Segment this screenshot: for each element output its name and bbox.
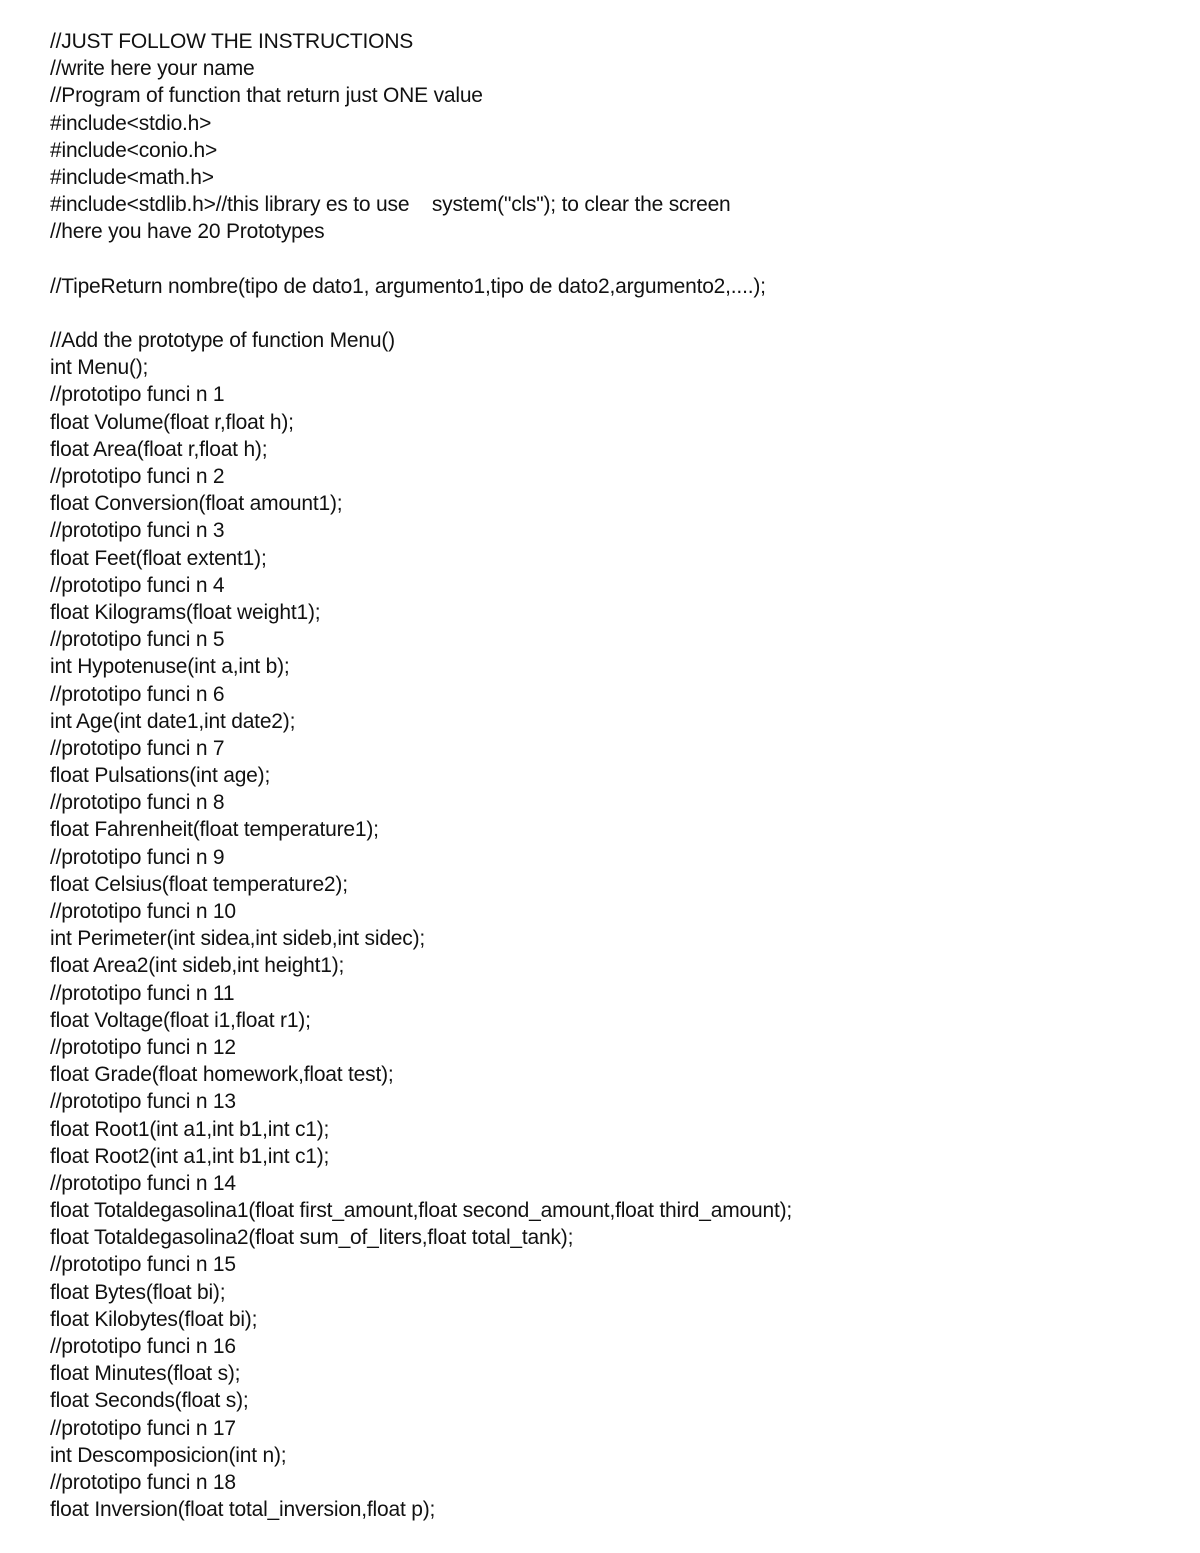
code-line: float Root2(int a1,int b1,int c1); xyxy=(50,1144,330,1168)
code-line: int Menu(); xyxy=(50,356,149,380)
code-line: float Fahrenheit(float temperature1); xyxy=(50,818,379,842)
code-line: //prototipo funci n 7 xyxy=(50,736,225,760)
code-line: int Hypotenuse(int a,int b); xyxy=(50,655,290,679)
code-line: #include<conio.h> xyxy=(50,138,218,162)
code-line: float Totaldegasolina1(float first_amount,float second_amount,float third_amount); xyxy=(50,1199,793,1223)
code-line: //prototipo funci n 14 xyxy=(50,1171,236,1195)
code-line: #include<stdlib.h>//this library es to use system("cls"); to clear the screen xyxy=(50,193,731,217)
code-line: //prototipo funci n 10 xyxy=(50,900,236,923)
code-line: float Seconds(float s); xyxy=(50,1389,249,1413)
code-line: //JUST FOLLOW THE INSTRUCTIONS xyxy=(50,30,414,53)
code-line: //prototipo funci n 11 xyxy=(50,981,235,1005)
code-line: //prototipo funci n 9 xyxy=(50,845,225,869)
blank-line xyxy=(50,246,1170,273)
code-line: //prototipo funci n 17 xyxy=(50,1416,236,1440)
code-line: //prototipo funci n 1 xyxy=(50,383,225,407)
code-line: #include<stdio.h> xyxy=(50,111,212,135)
code-line: //prototipo funci n 5 xyxy=(50,628,225,652)
code-line: int Perimeter(int sidea,int sideb,int sidec); xyxy=(50,927,425,951)
code-line: float Bytes(float bi); xyxy=(50,1280,226,1304)
code-line: //prototipo funci n 2 xyxy=(50,465,225,488)
code-line: int Descomposicion(int n); xyxy=(50,1443,287,1467)
code-line: float Kilograms(float weight1); xyxy=(50,600,321,624)
code-line: float Root1(int a1,int b1,int c1); xyxy=(50,1117,330,1141)
code-line: //Program of function that return just ONE value xyxy=(50,84,483,108)
code-line: float Grade(float homework,float test); xyxy=(50,1063,394,1087)
code-line: #include<math.h> xyxy=(50,165,214,189)
code-line: float Pulsations(int age); xyxy=(50,764,271,788)
code-line: float Minutes(float s); xyxy=(50,1362,241,1386)
code-line: float Inversion(float total_inversion,float p); xyxy=(50,1498,436,1522)
code-line: float Celsius(float temperature2); xyxy=(50,872,348,896)
code-line: //prototipo funci n 18 xyxy=(50,1470,236,1494)
code-line: //write here your name xyxy=(50,57,255,81)
code-line: //prototipo funci n 4 xyxy=(50,573,225,597)
code-line: //prototipo funci n 15 xyxy=(50,1253,236,1277)
code-line: float Feet(float extent1); xyxy=(50,546,267,570)
code-line: //prototipo funci n 8 xyxy=(50,791,225,815)
code-line: //prototipo funci n 16 xyxy=(50,1335,236,1358)
code-line: float Area(float r,float h); xyxy=(50,437,268,461)
code-line: float Voltage(float i1,float r1); xyxy=(50,1008,311,1032)
code-line: //prototipo funci n 12 xyxy=(50,1035,236,1059)
code-line: int Age(int date1,int date2); xyxy=(50,709,296,733)
code-line: //prototipo funci n 3 xyxy=(50,519,225,543)
blank-line xyxy=(50,300,1170,327)
code-line: //Add the prototype of function Menu() xyxy=(50,329,395,353)
code-line: float Kilobytes(float bi); xyxy=(50,1307,258,1331)
code-line: //TipeReturn nombre(tipo de dato1, argumento1,tipo de dato2,argumento2,....); xyxy=(50,274,766,298)
code-line: //prototipo funci n 13 xyxy=(50,1090,236,1114)
code-line: //here you have 20 Prototypes xyxy=(50,220,325,244)
document-page xyxy=(50,28,1170,1523)
code-line: float Area2(int sideb,int height1); xyxy=(50,954,345,978)
code-line: float Conversion(float amount1); xyxy=(50,492,343,516)
code-line: float Volume(float r,float h); xyxy=(50,410,294,434)
code-line: float Totaldegasolina2(float sum_of_liters,float total_tank); xyxy=(50,1226,574,1250)
code-line: //prototipo funci n 6 xyxy=(50,682,225,706)
